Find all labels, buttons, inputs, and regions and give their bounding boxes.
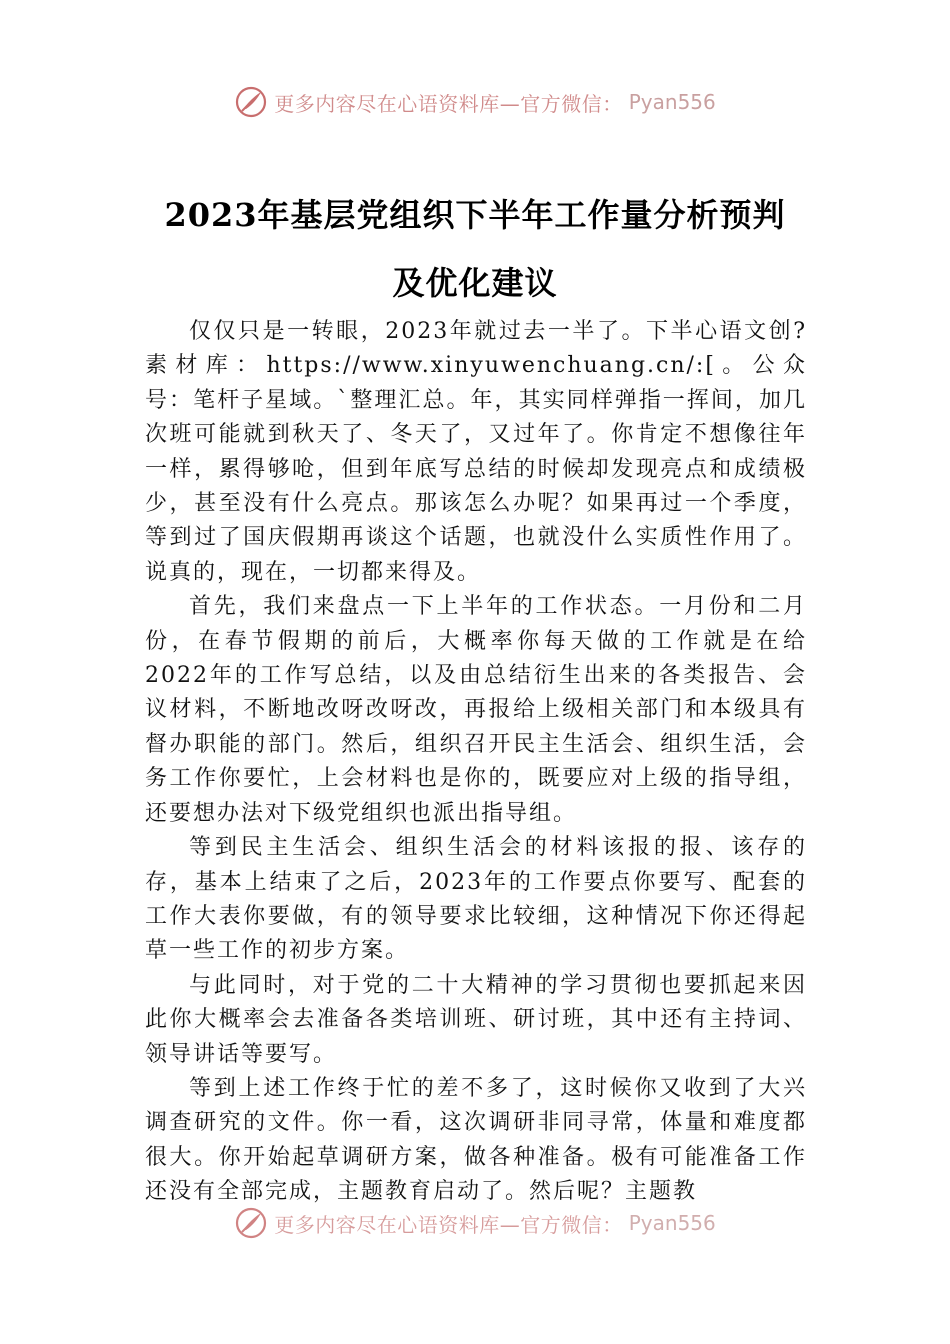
paragraph: 首先，我们来盘点一下上半年的工作状态。一月份和二月份，在春节假期的前后，大概率你每天做的工作就是在给2022年的工作写总结，以及由总结衍生出来的各类报告、会议材料，不断地改呀改呀改，再报给上级相关部门和本级具有督办职能的部门。然后，组织召开民主生活会、组织生活，会务工作你要忙，上会材料也是你的，既要应对上级的指导组，还要想办法对下级党组织也派出指导组。 — [145, 594, 807, 826]
document-title-line-1: 2023年基层党组织下半年工作量分析预判 — [164, 196, 786, 234]
watermark-text: 更多内容尽在心语资料库—官方微信： — [274, 1212, 623, 1237]
watermark-header — [0, 82, 950, 122]
paragraph: 等到民主生活会、组织生活会的材料该报的报、该存的存，基本上结束了之后，2023年的工作要点你要写、配套的工作大表你要做，有的领导要求比较细，这种情况下你还得起草一些工作的初步方案。 — [145, 835, 807, 964]
watermark-text: 更多内容尽在心语资料库—官方微信： — [274, 91, 623, 116]
feather-seal-icon — [234, 85, 268, 119]
watermark-wechat-id: Pyan556 — [628, 90, 716, 114]
paragraph: 仅仅只是一转眼，2023年就过去一半了。下半心语文创?素材库：https://www.xinyuwenchuang.cn/:[。公众号：笔杆子星域。`整理汇总。年，其实同样弹指一挥间，加几次班可能就到秋天了、冬天了，又过年了。你肯定不想像往年一样，累得够呛，但到年底写总结的时候却发现亮点和成绩极少，甚至没有什么亮点。那该怎么办呢？如果再过一个季度，等到过了国庆假期再谈这个话题，也就没什么实质性作用了。说真的，现在，一切都来得及。 — [145, 319, 807, 585]
document-title-line-2: 及优化建议 — [392, 264, 558, 302]
watermark-footer — [0, 1203, 950, 1243]
paragraph: 等到上述工作终于忙的差不多了，这时候你又收到了大兴调查研究的文件。你一看，这次调研非同寻常，体量和难度都很大。你开始起草调研方案，做各种准备。极有可能准备工作还没有全部完成，主题教育启动了。然后呢？主题教 — [145, 1075, 807, 1205]
watermark-wechat-id: Pyan556 — [628, 1211, 716, 1235]
document-body — [145, 315, 807, 1215]
feather-seal-icon — [234, 1206, 268, 1240]
paragraph: 与此同时，对于党的二十大精神的学习贯彻也要抓起来因此你大概率会去准备各类培训班、研讨班，其中还有主持词、领导讲话等要写。 — [145, 972, 807, 1067]
